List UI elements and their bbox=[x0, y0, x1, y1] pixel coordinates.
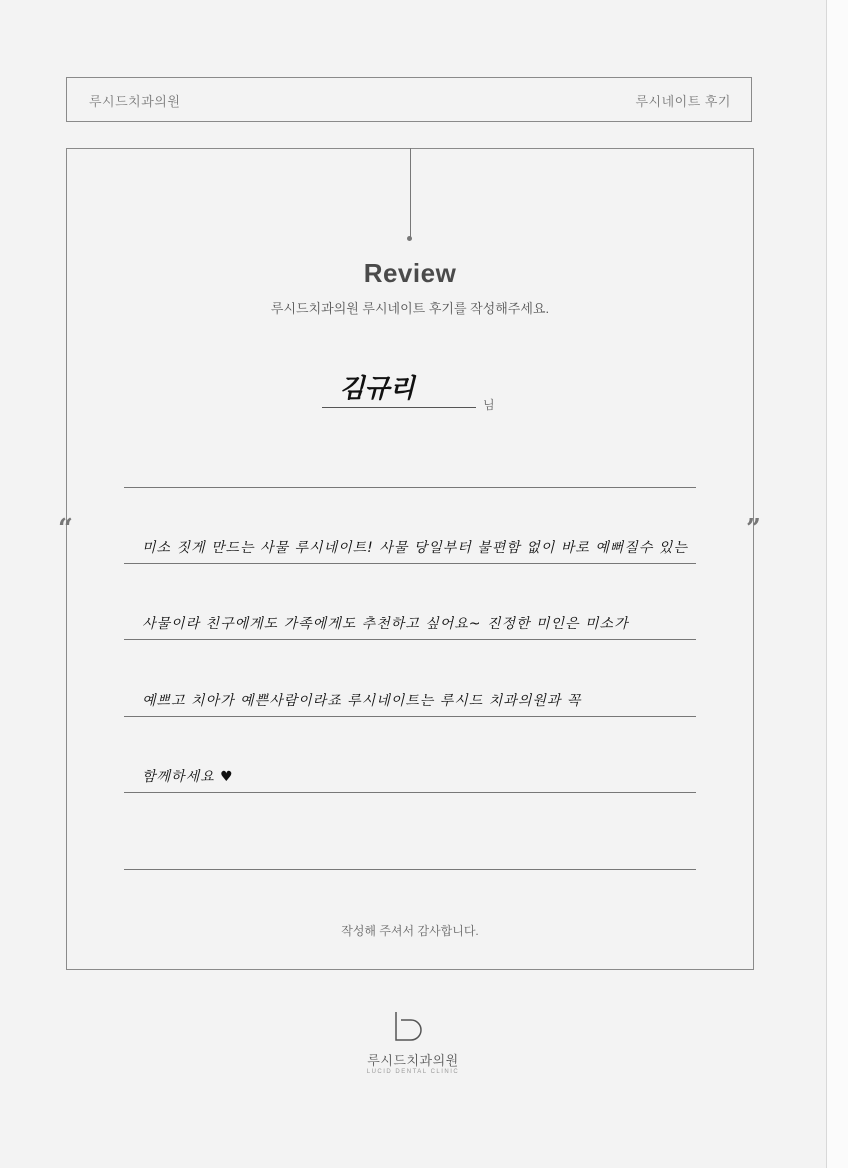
writing-line bbox=[124, 869, 696, 870]
writing-line bbox=[124, 487, 696, 488]
writing-line bbox=[124, 716, 696, 717]
handwritten-line-1: 미소 짓게 만드는 사물 루시네이트! 사물 당일부터 불편함 없이 바로 예뻐질수 있는 bbox=[142, 540, 688, 556]
handwritten-line-2: 사물이라 친구에게도 가족에게도 추천하고 싶어요~ 진정한 미인은 미소가 bbox=[142, 616, 629, 632]
thanks-message: 작성해 주셔서 감사합니다. bbox=[341, 924, 479, 938]
writing-line bbox=[124, 563, 696, 564]
ld-logo-icon bbox=[363, 1010, 463, 1050]
top-divider-line bbox=[410, 148, 411, 238]
handwritten-line-3: 예쁘고 치아가 예쁜사람이라죠 루시네이트는 루시드 치과의원과 꼭 bbox=[142, 693, 582, 709]
review-title: Review bbox=[363, 258, 457, 288]
header-clinic-name: 루시드치과의원 bbox=[89, 94, 181, 109]
logo-subtitle: LUCID DENTAL CLINIC bbox=[366, 1069, 460, 1075]
header-doc-title: 루시네이트 후기 bbox=[635, 94, 731, 109]
review-subtitle: 루시드치과의원 루시네이트 후기를 작성해주세요. bbox=[270, 301, 550, 316]
close-quote-mark: ” bbox=[746, 514, 761, 544]
handwritten-line-4: 함께하세요 ♥ bbox=[142, 769, 234, 785]
paper-edge bbox=[826, 0, 848, 1168]
divider-dot bbox=[407, 236, 412, 241]
reviewer-name: 김규리 bbox=[339, 374, 415, 404]
header-box bbox=[66, 77, 752, 122]
open-quote-mark: “ bbox=[58, 514, 73, 544]
name-suffix: 님 bbox=[483, 398, 495, 412]
clinic-logo bbox=[363, 1010, 463, 1080]
writing-line bbox=[124, 792, 696, 793]
writing-line bbox=[124, 639, 696, 640]
name-underline bbox=[322, 407, 476, 408]
logo-clinic-name: 루시드치과의원 bbox=[367, 1053, 459, 1068]
